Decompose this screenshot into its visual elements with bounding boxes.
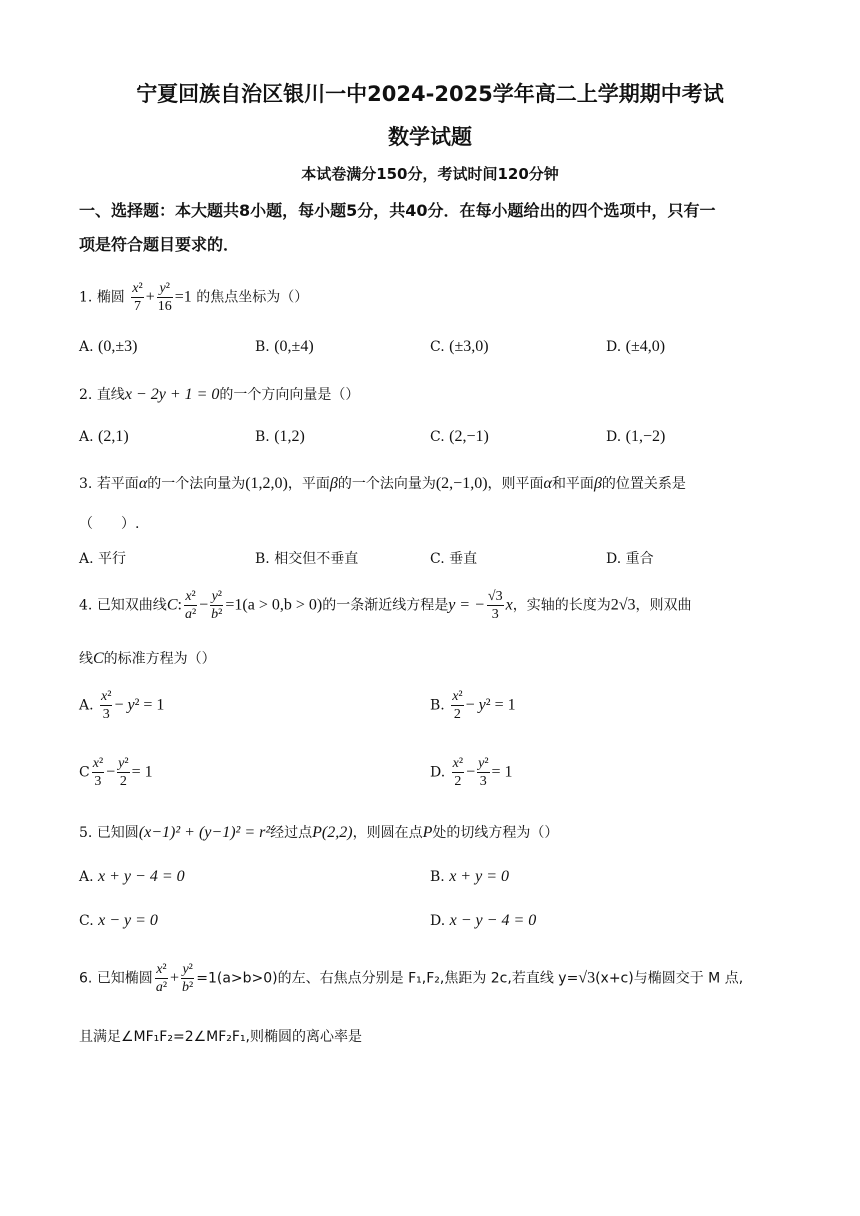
- question-6-line2: 且满足∠MF₁F₂=2∠MF₂F₁,则椭圆的离心率是: [79, 1029, 363, 1045]
- option-d: D. (1,−2): [606, 428, 666, 445]
- fraction-x2-7: $\frac{\text{x²}}{7}$: [132, 281, 143, 314]
- option-b: B. (0,±4): [255, 338, 314, 355]
- question-4: 4. 已知双曲线C: $\frac{\text{x²}}{\text{a²}}$ − $\frac{\text{y²}}{\text{b²}}$ =1(a > 0,b > 0)的一条渐近线方程是y = − $\frac{√3}{3}$ x，实轴的长度为2√3，则双曲: [79, 589, 692, 622]
- question-6: 6. 已知椭圆 $\frac{\text{x²}}{\text{a²}}$ + $\frac{\text{y²}}{\text{b²}}$ =1(a>b>0)的左、右焦点分别是 F₁,F₂,焦距为 2c,若直线 y=√3(x+c)与椭圆交于 M 点,: [79, 962, 744, 995]
- option-d: D. (±4,0): [606, 338, 666, 355]
- option-b: B. $\frac{\text{x²}}{2}$ − y² = 1: [430, 689, 516, 722]
- option-c: C. x − y = 0: [79, 912, 158, 929]
- option-d: D. 重合: [606, 551, 654, 567]
- option-a: A. $\frac{\text{x²}}{3}$ − y² = 1: [79, 689, 165, 722]
- option-a: A. 平行: [79, 551, 127, 567]
- section-heading-line1: 一、选择题：本大题共8小题，每小题5分，共40分．在每小题给出的四个选项中，只有一: [79, 201, 716, 220]
- option-d: D. x − y − 4 = 0: [430, 912, 537, 929]
- question-3-line2: （ ）.: [79, 516, 140, 532]
- option-a: A. (2,1): [79, 428, 129, 445]
- question-1: 1. 椭圆 $\frac{\text{x²}}{7}$ + $\frac{\text{y²}}{16}$ =1 的焦点坐标为（）: [79, 281, 309, 314]
- subject-title: 数学试题: [388, 125, 472, 149]
- question-2: 2. 直线x − 2y + 1 = 0的一个方向向量是（）: [79, 386, 360, 403]
- fraction-sqrt3-3: $\frac{√3}{3}$: [487, 589, 503, 622]
- option-d: D. $\frac{\text{x²}}{2}$ − $\frac{\text{y²}}{3}$ = 1: [430, 756, 513, 789]
- option-b: B. x + y = 0: [430, 868, 509, 885]
- question-text: 的焦点坐标为（）: [196, 289, 309, 306]
- option-a: A. x + y − 4 = 0: [79, 868, 185, 885]
- option-b: B. 相交但不垂直: [255, 551, 359, 567]
- option-a: A. (0,±3): [79, 338, 138, 355]
- option-c: C. (2,−1): [430, 428, 489, 445]
- option-b: B. (1,2): [255, 428, 305, 445]
- option-c: C $\frac{\text{x²}}{3}$ − $\frac{\text{y²}}{2}$ = 1: [79, 756, 153, 789]
- fraction-y2-16: $\frac{\text{y²}}{16}$: [157, 281, 172, 314]
- exam-info: 本试卷满分150分，考试时间120分钟: [301, 165, 559, 183]
- question-number: 1.: [79, 289, 93, 306]
- exam-title: 宁夏回族自治区银川一中2024-2025学年高二上学期期中考试: [136, 82, 724, 106]
- circle-equation: (x−1)² + (y−1)² = r²: [138, 824, 271, 841]
- section-heading-line2: 项是符合题目要求的．: [79, 235, 240, 254]
- question-text: 椭圆: [96, 289, 125, 306]
- question-5: 5. 已知圆(x−1)² + (y−1)² = r²经过点P(2,2)，则圆在点P处的切线方程为（）: [79, 824, 559, 841]
- option-c: C. (±3,0): [430, 338, 489, 355]
- question-4-line2: 线C的标准方程为（）: [79, 650, 216, 667]
- line-equation: x − 2y + 1 = 0: [124, 386, 220, 403]
- question-3: 3. 若平面α的一个法向量为(1,2,0)，平面β的一个法向量为(2,−1,0)，则平面α和平面β的位置关系是: [79, 475, 686, 492]
- option-c: C. 垂直: [430, 551, 478, 567]
